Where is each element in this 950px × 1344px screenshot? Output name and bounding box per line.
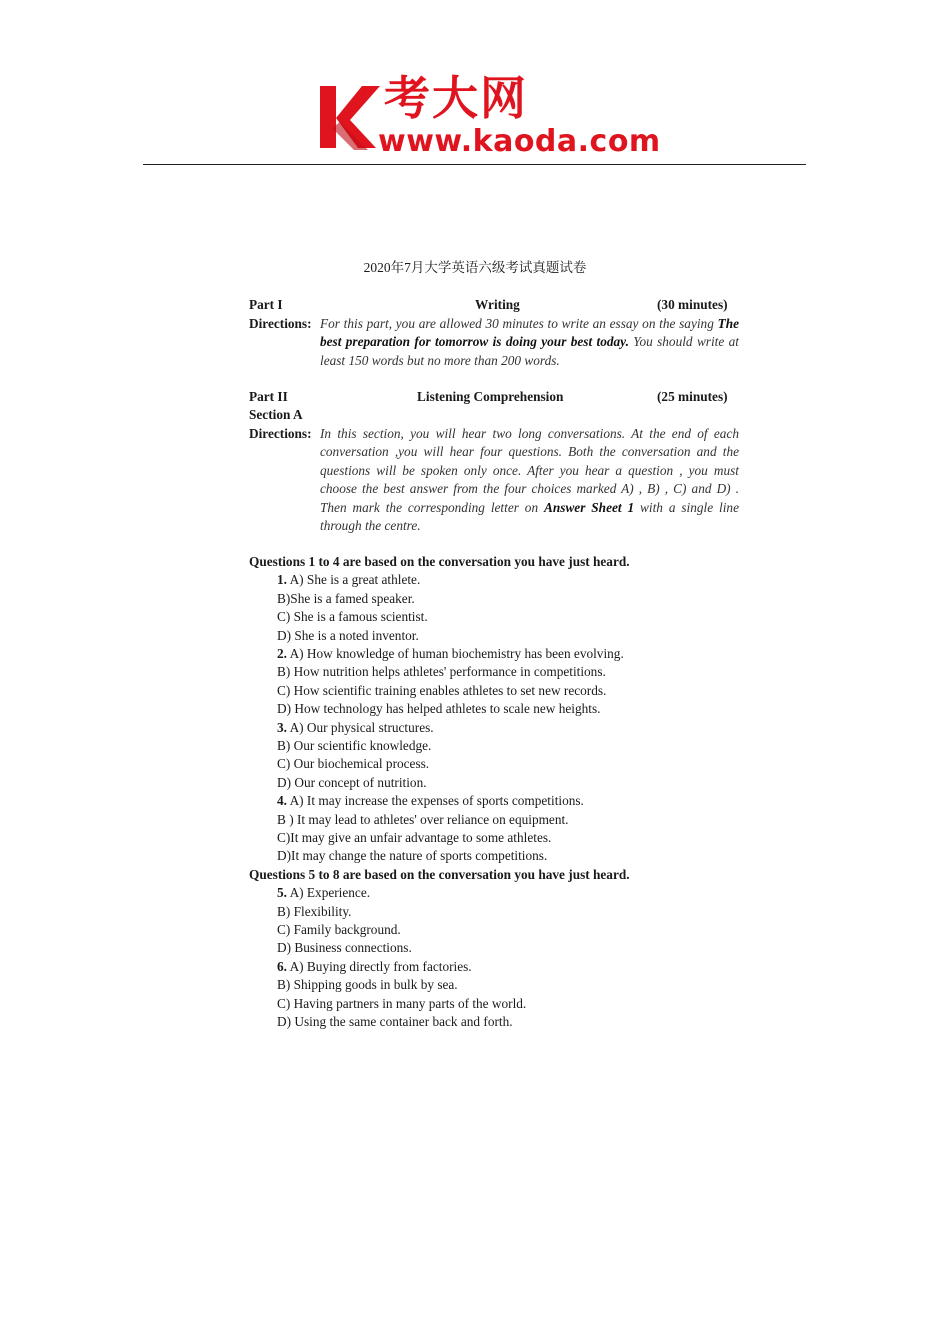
question-3-option-c: C) Our biochemical process. [277,756,430,771]
question-number: 3. [277,720,287,735]
part1-directions-label: Directions: [249,316,312,331]
question-1-option-b: B)She is a famed speaker. [277,591,415,606]
question-3-option-a [277,719,434,737]
header-divider [143,164,806,165]
question-number: 4. [277,793,287,808]
question-5-option-a [277,884,370,902]
question-number: 2. [277,646,287,661]
logo-url: www.kaoda.com [378,124,661,159]
question-6-option-d: D) Using the same container back and forth. [277,1014,513,1029]
part2-directions-text-end: with a single line through the centre. [320,499,739,534]
question-4-option-c: C)It may give an unfair advantage to some athletes. [277,830,552,845]
section-a-label: Section A [249,407,303,422]
part2-label: Part II [249,389,288,404]
group2-heading: Questions 5 to 8 are based on the conversation you have just heard. [249,867,630,882]
question-3-option-b: B) Our scientific knowledge. [277,738,432,753]
question-1-option-d: D) She is a noted inventor. [277,628,419,643]
option-text: A) Buying directly from factories. [289,959,472,974]
part2-name: Listening Comprehension [417,389,564,404]
page-title: 2020年7月大学英语六级考试真题试卷 [363,260,587,275]
option-text: A) It may increase the expenses of sports competitions. [289,793,584,808]
option-text: A) Experience. [289,885,371,900]
question-number: 1. [277,572,287,587]
question-2-option-a [277,645,624,663]
part2-directions-text: In this section, you will hear two long conversations. At the end of each conversation ,you will hear four questions. Both the conversation and the questions will be spoken only once. After you hear a question , you must choose the best answer from the four choices marked A) , B) , C) and D) . Then mark the corresponding letter on [320,426,739,515]
kaoda-logo [318,71,661,160]
question-3-option-d: D) Our concept of nutrition. [277,775,427,790]
part1-time: (30 minutes) [657,297,728,312]
logo-brand-text: 考大网 [384,71,528,125]
k-logo-icon [318,82,380,152]
part1-directions-text-end: You should write at least 150 words but no more than 200 words. [320,334,739,368]
answer-sheet-ref: Answer Sheet 1 [544,499,635,515]
option-text: A) Our physical structures. [289,720,434,735]
part1-name: Writing [475,297,520,312]
part1-label: Part I [249,297,283,312]
part1-saying: The best preparation for tomorrow is doing your best today. [320,316,739,350]
question-number: 6. [277,959,287,974]
question-4-option-b: B ) It may lead to athletes' over reliance on equipment. [277,812,569,827]
part2-time: (25 minutes) [657,389,728,404]
option-text: A) How knowledge of human biochemistry has been evolving. [289,646,624,661]
question-2-option-c: C) How scientific training enables athletes to set new records. [277,683,607,698]
part2-directions [320,425,739,535]
option-text: A) She is a great athlete. [289,572,421,587]
question-1-option-a [277,571,420,589]
question-5-option-b: B) Flexibility. [277,904,352,919]
question-4-option-a [277,792,584,810]
question-2-option-d: D) How technology has helped athletes to scale new heights. [277,701,601,716]
question-6-option-c: C) Having partners in many parts of the world. [277,996,527,1011]
part2-directions-label: Directions: [249,426,312,441]
part1-directions [320,315,739,370]
question-number: 5. [277,885,287,900]
question-5-option-d: D) Business connections. [277,940,412,955]
question-6-option-a [277,958,472,976]
question-2-option-b: B) How nutrition helps athletes' performance in competitions. [277,664,606,679]
question-4-option-d: D)It may change the nature of sports competitions. [277,848,548,863]
question-1-option-c: C) She is a famous scientist. [277,609,428,624]
part1-directions-text: For this part, you are allowed 30 minutes to write an essay on the saying [320,316,718,331]
question-5-option-c: C) Family background. [277,922,401,937]
group1-heading: Questions 1 to 4 are based on the conversation you have just heard. [249,554,630,569]
question-6-option-b: B) Shipping goods in bulk by sea. [277,977,458,992]
